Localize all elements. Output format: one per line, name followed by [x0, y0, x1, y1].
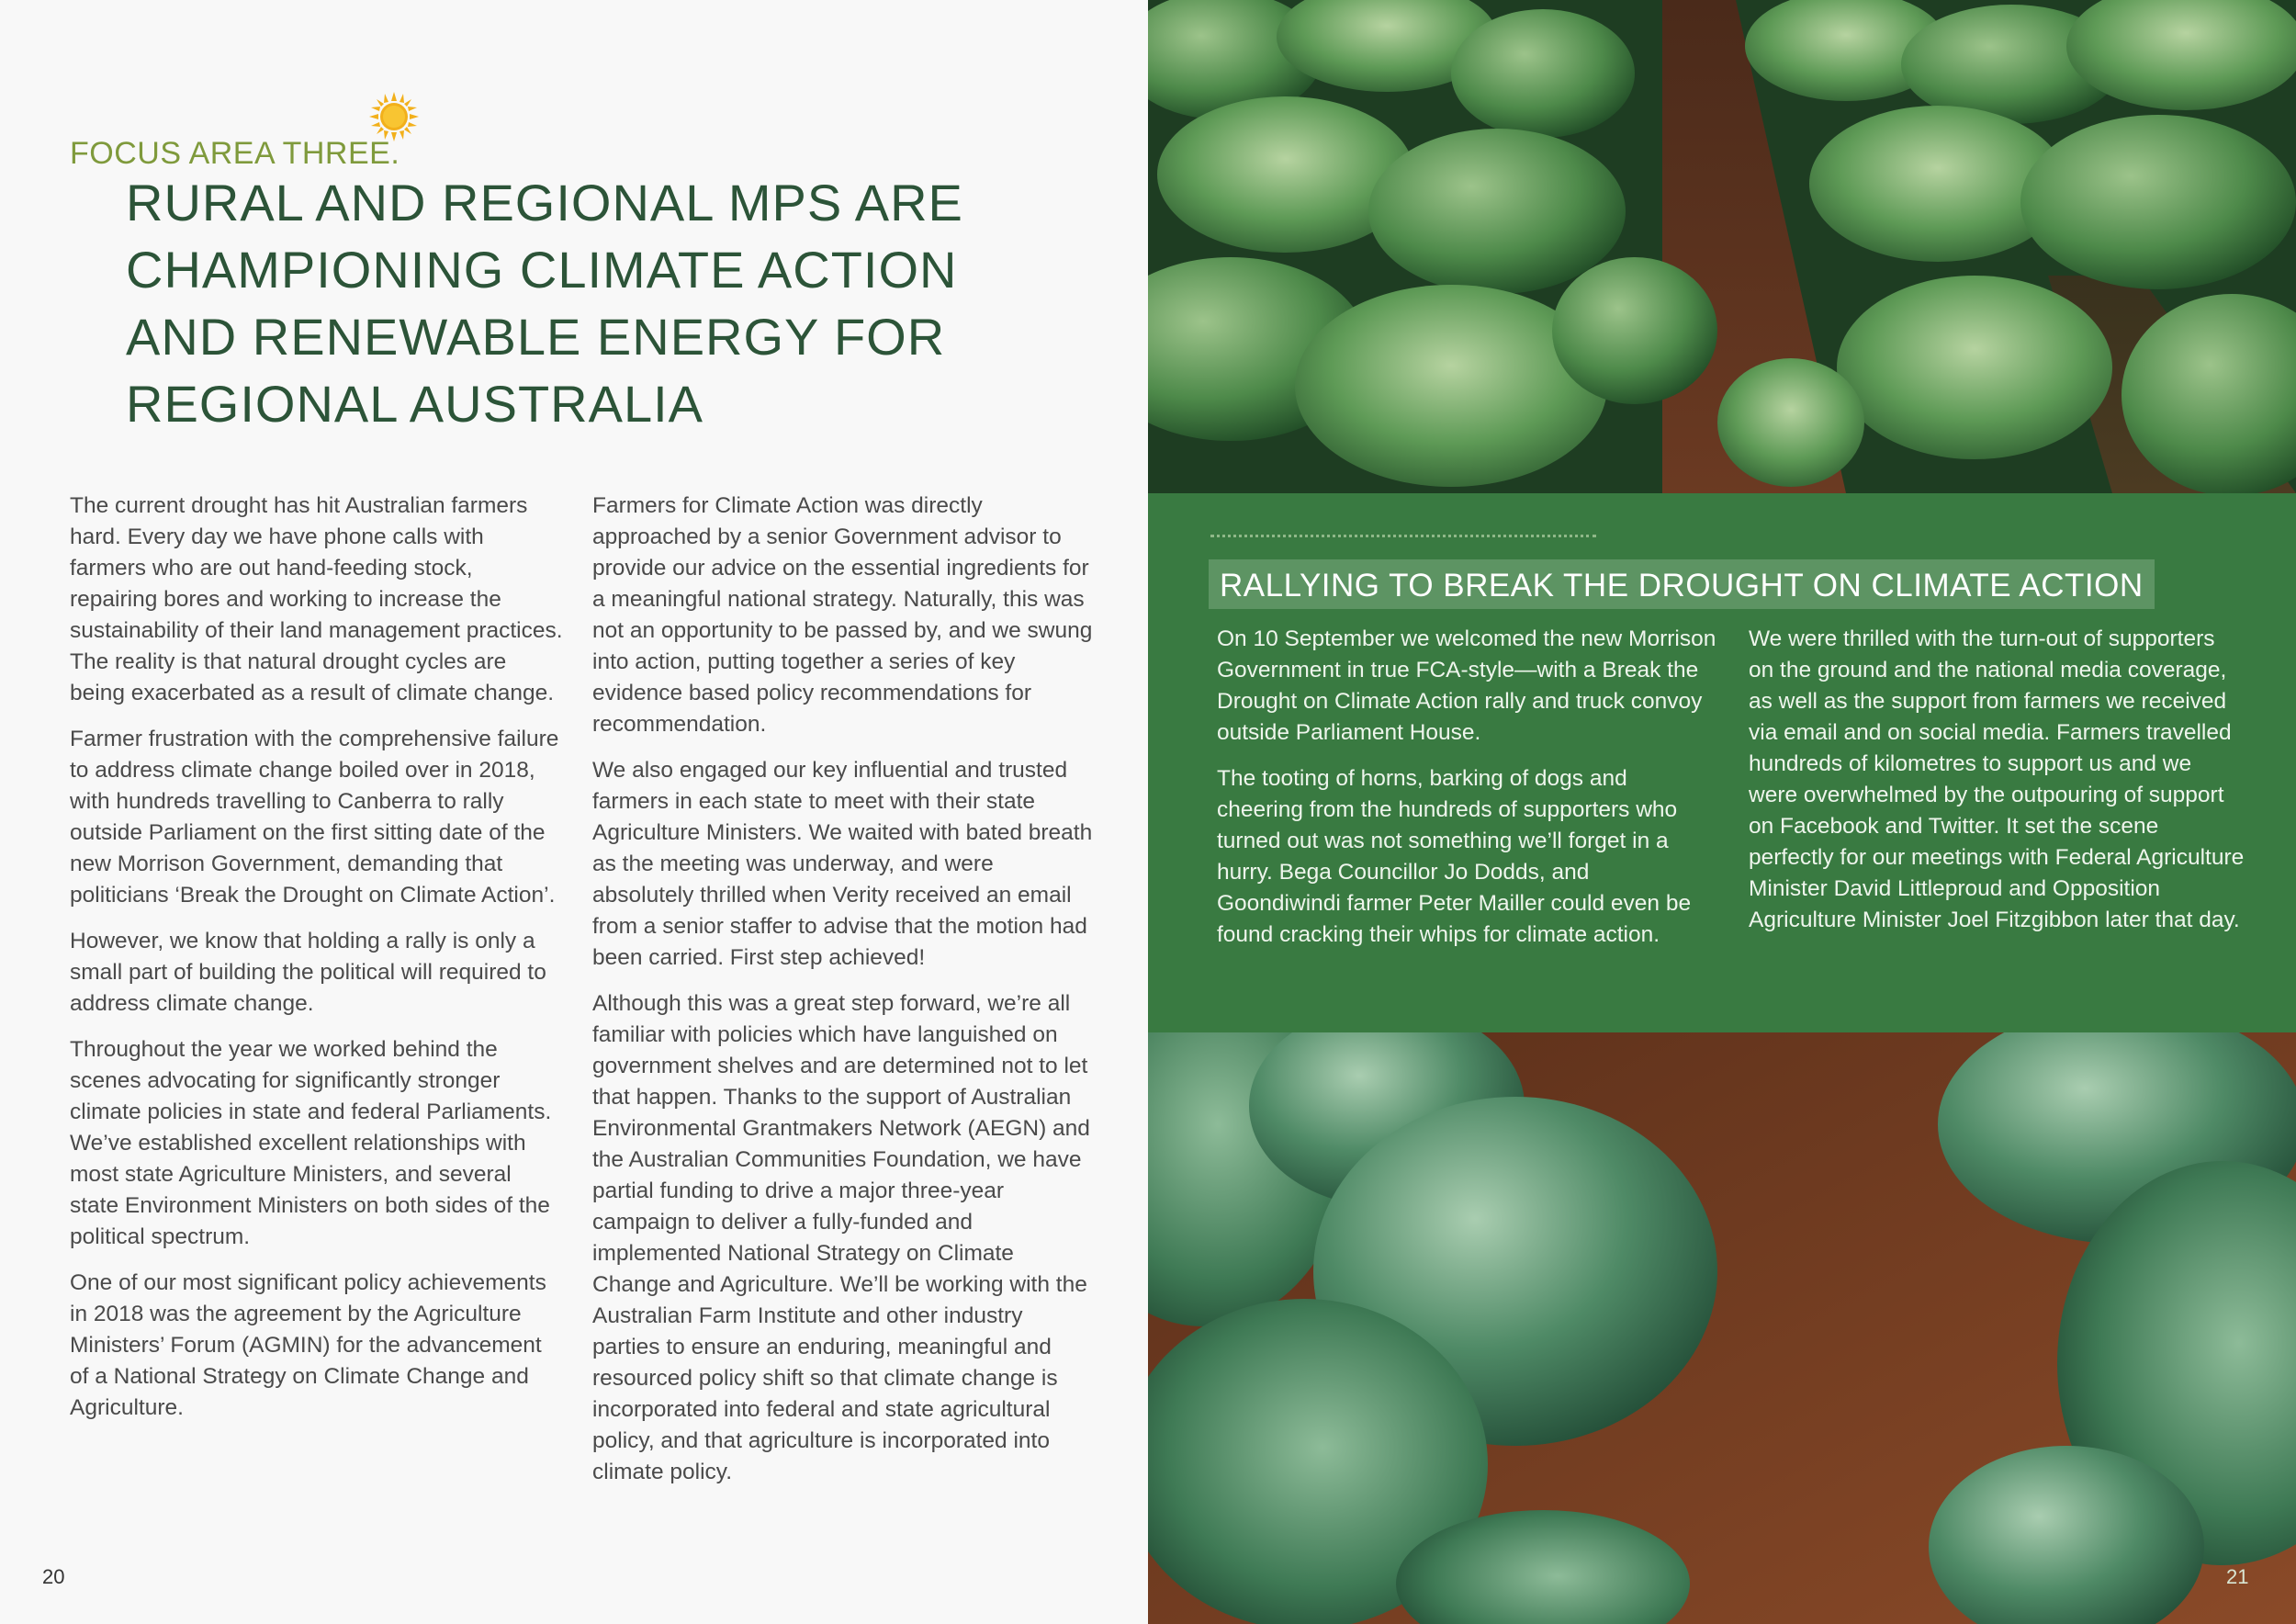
headline-line: CHAMPIONING CLIMATE ACTION [126, 241, 958, 299]
paragraph: One of our most significant policy achievements in 2018 was the agreement by the Agriculture Ministers’ Forum (AGMIN) for the advancement of a National Strategy on Climate Change and Agriculture. [70, 1270, 546, 1420]
dotted-divider [1210, 535, 1596, 537]
feature-box-title: RALLYING TO BREAK THE DROUGHT ON CLIMATE ACTION [1209, 559, 2155, 609]
page-number-left: 20 [42, 1565, 65, 1588]
paragraph: Farmers for Climate Action was directly approached by a senior Government advisor to provide our advice on the essential ingredients for a meaningful national strategy. Naturally, this was not an opportunity to be passed by, and we swung into action, putting together a series of key evidence based policy recommendations for recommendation. [592, 493, 1093, 737]
paragraph: The current drought has hit Australian farmers hard. Every day we have phone calls with farmers who are out hand-feeding stock, repairing bores and working to increase the sustainability of their land management practices. The reality is that natural drought cycles are being exacerbated as a result of climate change. [70, 493, 563, 705]
body-column-1 [70, 491, 566, 1438]
paragraph: Farmer frustration with the comprehensive failure to address climate change boiled over in 2018, with hundreds travelling to Canberra to rally outside Parliament on the first sitting date of the new Morrison Government, demanding that politicians ‘Break the Drought on Climate Action’. [70, 727, 559, 908]
cabbage-field-photo-bottom [1148, 1032, 2296, 1624]
headline-line: AND RENEWABLE ENERGY FOR [126, 308, 946, 366]
right-page [1148, 0, 2296, 1624]
focus-area-label: FOCUS AREA THREE. [70, 136, 400, 171]
page-headline [126, 169, 963, 437]
feature-box [1148, 493, 2296, 1032]
headline-line: REGIONAL AUSTRALIA [126, 375, 703, 433]
paragraph: We were thrilled with the turn-out of supporters on the ground and the national media coverage, as well as the support from farmers we received via email and on social media. Farmers travelled hundreds of kilometres to support us and we were overwhelmed by the outpouring of support on Facebook and Twitter. It set the scene perfectly for our meetings with Federal Agriculture Minister David Littleproud and Opposition Agriculture Minister Joel Fitzgibbon later that day. [1749, 626, 2245, 932]
page-number-right: 21 [2226, 1565, 2249, 1588]
paragraph: However, we know that holding a rally is only a small part of building the political will required to address climate change. [70, 929, 546, 1016]
cabbage-field-photo-top [1148, 0, 2296, 493]
headline-line: RURAL AND REGIONAL MPS ARE [126, 174, 963, 231]
feature-box-column-2 [1749, 624, 2245, 951]
feature-box-column-1 [1217, 624, 1717, 965]
sun-icon [369, 92, 419, 141]
paragraph: We also engaged our key influential and trusted farmers in each state to meet with their state Agriculture Ministers. We waited with bated breath as the meeting was underway, and were absolutely thrilled when Verity received an email from a senior staffer to advise that the motion had been carried. First step achieved! [592, 758, 1093, 970]
paragraph: Although this was a great step forward, we’re all familiar with policies which have languished on government shelves and are determined not to let that happen. Thanks to the support of Australian Environmental Grantmakers Network (AEGN) and the Australian Communities Foundation, we have partial funding to drive a major three-year campaign to deliver a fully-funded and implemented National Strategy on Climate Change and Agriculture. We’ll be working with the Australian Farm Institute and other industry parties to ensure an enduring, meaningful and resourced policy shift so that climate change is incorporated into federal and state agricultural policy, and that agriculture is incorporated into climate policy. [592, 991, 1090, 1484]
paragraph: The tooting of horns, barking of dogs and cheering from the hundreds of supporters who turned out was not something we’ll forget in a hurry. Bega Councillor Jo Dodds, and Goondiwindi farmer Peter Mailler could even be found cracking their whips for climate action. [1217, 766, 1692, 947]
paragraph: On 10 September we welcomed the new Morrison Government in true FCA-style—with a Break the Drought on Climate Action rally and truck convoy outside Parliament House. [1217, 626, 1716, 745]
body-column-2 [592, 491, 1093, 1503]
paragraph: Throughout the year we worked behind the scenes advocating for significantly stronger climate policies in state and federal Parliaments. We’ve established excellent relationships with most state Agriculture Ministers, and several state Environment Ministers on both sides of the political spectrum. [70, 1037, 552, 1249]
